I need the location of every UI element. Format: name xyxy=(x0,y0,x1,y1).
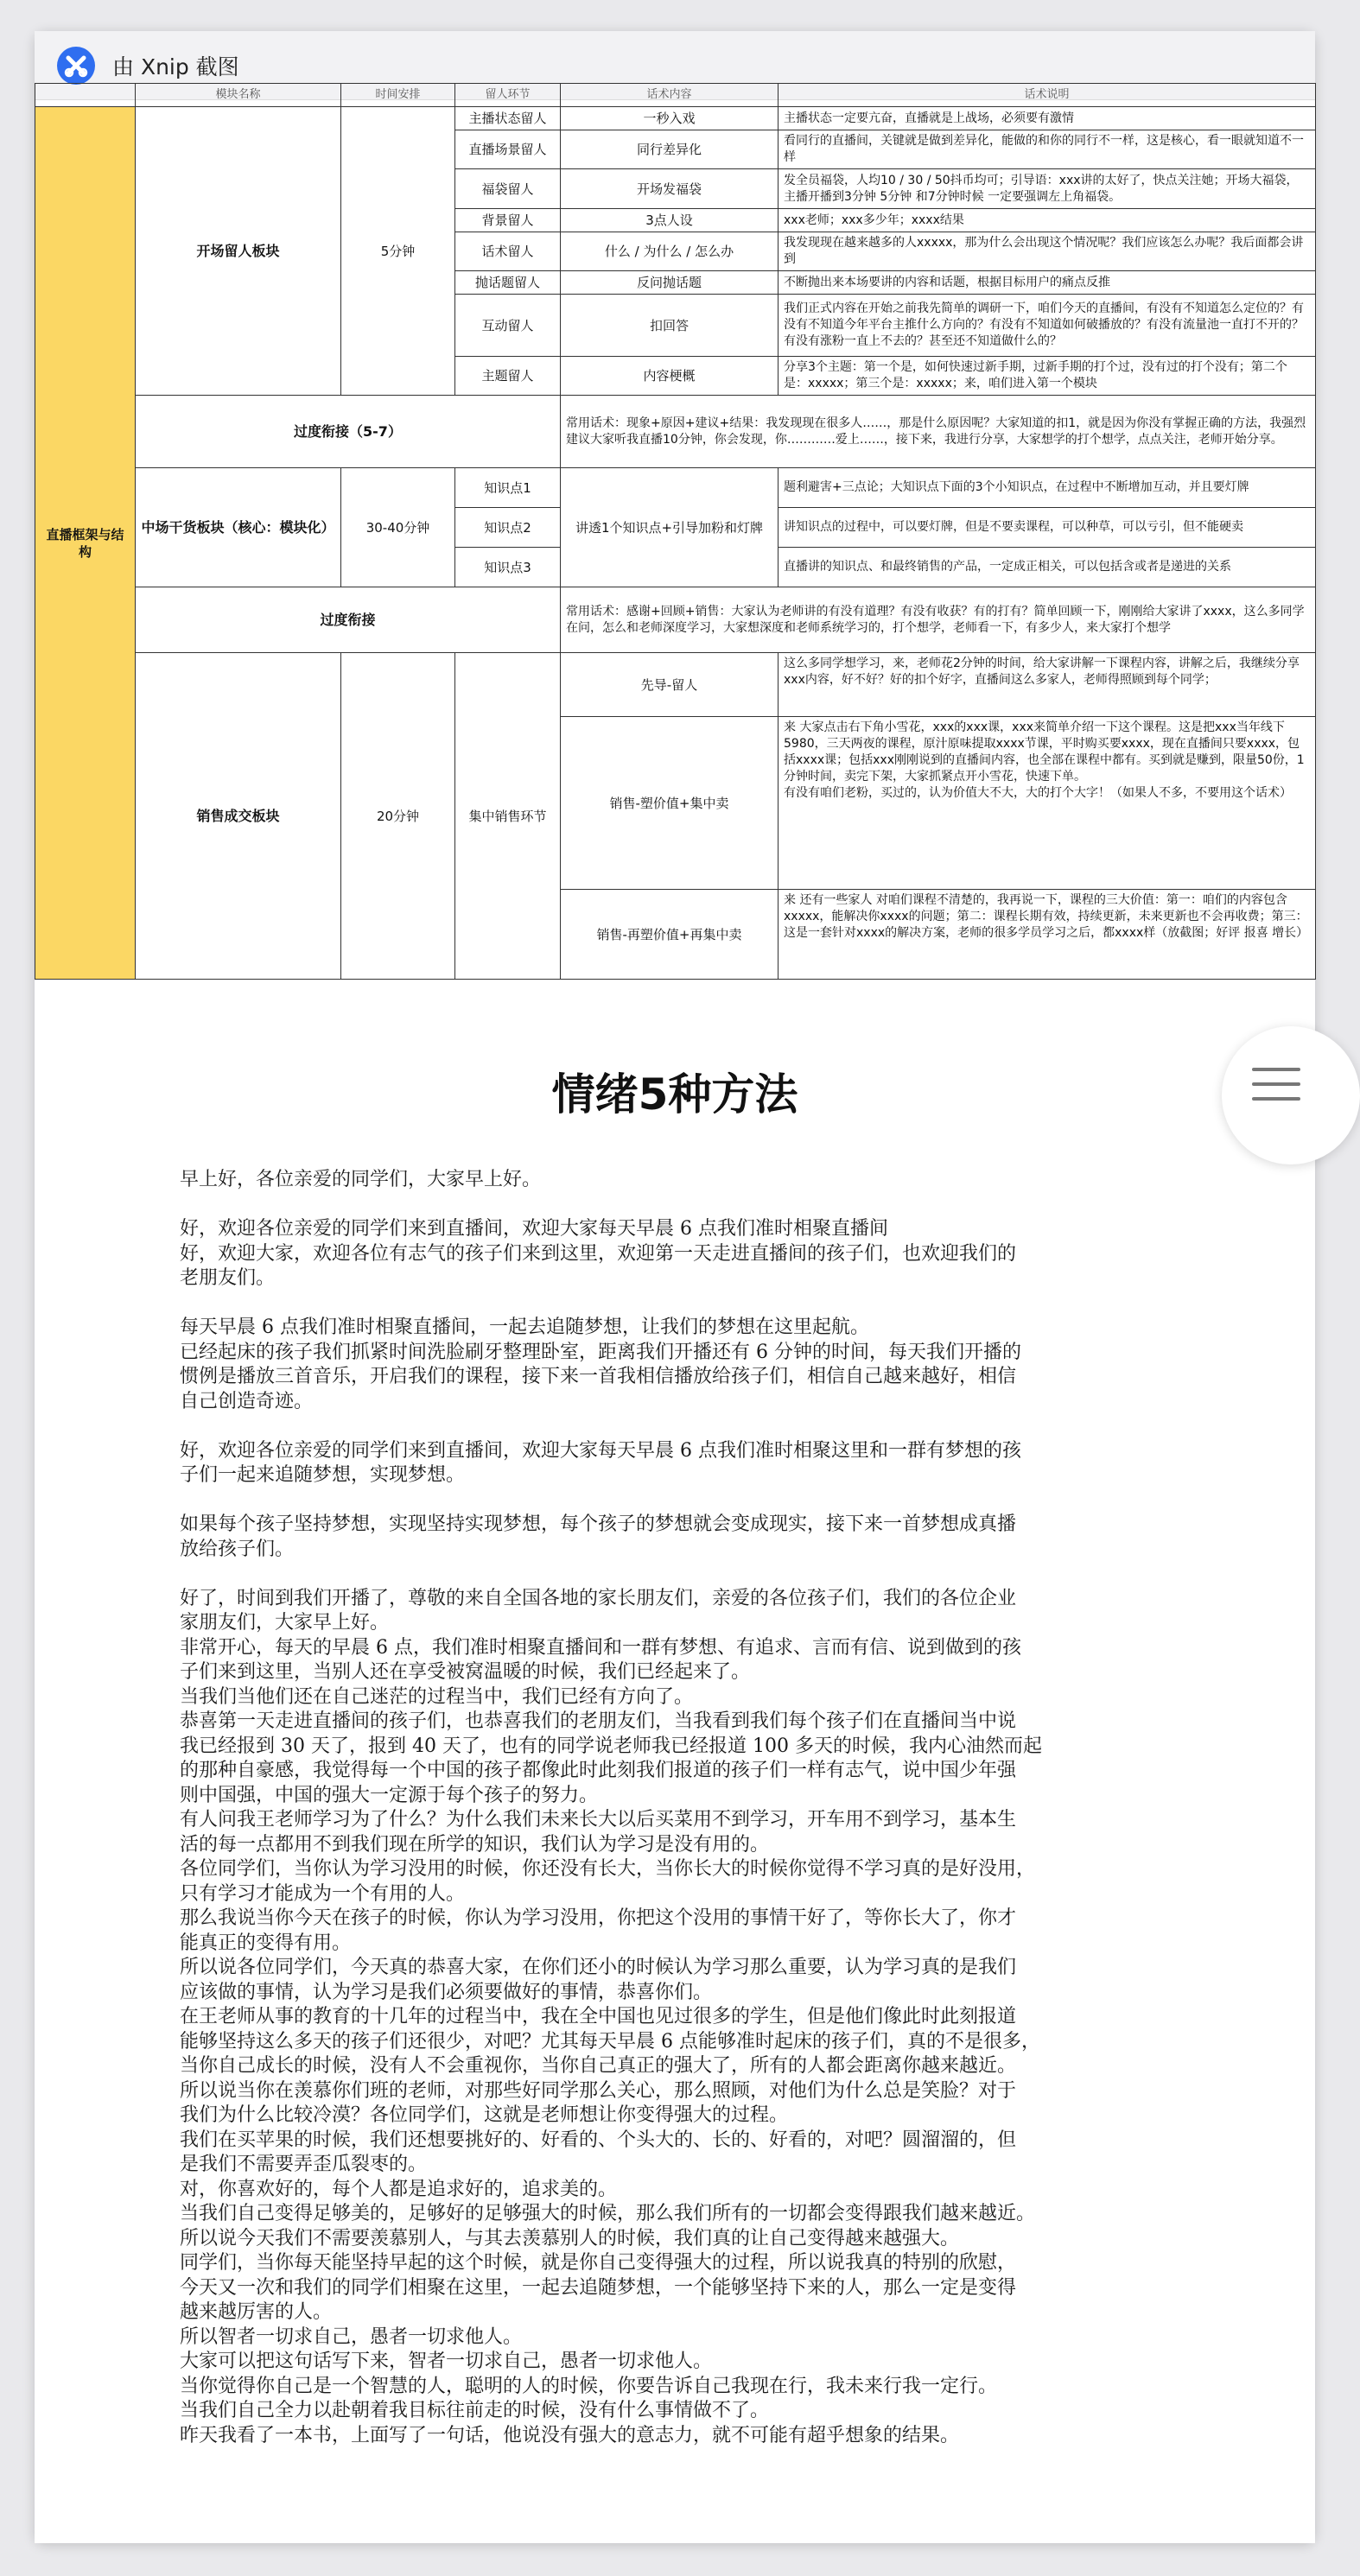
doc-line: 好了，时间到我们开播了，尊敬的来自全国各地的家长朋友们，亲爱的各位孩子们，我们的各位企业 xyxy=(180,1587,1017,1609)
hamburger-icon xyxy=(1252,1068,1300,1112)
doc-line: 非常开心，每天的早晨 6 点，我们准时相聚直播间和一群有梦想、有追求、言而有信、说到做到的孩 xyxy=(180,1636,1021,1659)
doc-line: 越来越厉害的人。 xyxy=(180,2301,333,2323)
step-cell: 知识点1 xyxy=(455,468,561,508)
desc-cell: xxx老师；xxx多少年；xxxx结果 xyxy=(779,209,1316,232)
transition-cell: 过度衔接 xyxy=(136,587,561,653)
doc-line: 当我们自己全力以赴朝着我目标往前走的时候，没有什么事情做不了。 xyxy=(180,2400,770,2421)
doc-line: 已经起床的孩子我们抓紧时间洗脸刷牙整理卧室，距离我们开播还有 6 分钟的时间，每天我们开播的 xyxy=(180,1341,1021,1363)
transition-cell: 过度衔接（5-7） xyxy=(136,396,561,468)
desc-cell: 讲知识点的过程中，可以要灯牌，但是不要卖课程，可以种草，可以亏引，但不能硬卖 xyxy=(779,508,1316,548)
step-cell: 销售-再塑价值+再集中卖 xyxy=(561,890,779,980)
doc-line: 所以说当你在羡慕你们班的老师，对那些好同学那么关心，那么照顾，对他们为什么总是笑脸？对于 xyxy=(180,2079,1017,2102)
doc-line: 同学们，当你每天能坚持早起的这个时候，就是你自己变得强大的过程，所以说我真的特别的欣慰， xyxy=(180,2252,1017,2274)
module-time-cell: 5分钟 xyxy=(341,107,455,396)
doc-line: 放给孩子们。 xyxy=(180,1538,295,1560)
xnip-app-icon xyxy=(57,47,95,85)
step-cell: 销售-塑价值+集中卖 xyxy=(561,717,779,890)
desc-cell: 看同行的直播间，关键就是做到差异化，能做的和你的同行不一样，这是核心，看一眼就知道不一样 xyxy=(779,130,1316,169)
step-cell: 主题留人 xyxy=(455,357,561,396)
doc-line: 所以说各位同学们，今天真的恭喜大家，在你们还小的时候认为学习那么重要，认为学习真的是我们 xyxy=(180,1957,1017,1978)
doc-line: 子们来到这里，当别人还在享受被窝温暖的时候，我们已经起来了。 xyxy=(180,1661,751,1683)
doc-line: 的那种自豪感，我觉得每一个中国的孩子都像此时此刻我们报道的孩子们一样有志气，说中国少年强 xyxy=(180,1760,1017,1781)
doc-line: 好，欢迎各位亲爱的同学们来到直播间，欢迎大家每天早晨 6 点我们准时相聚这里和一群有梦想的孩 xyxy=(180,1439,1021,1462)
doc-line: 大家可以把这句话写下来，智者一切求自己，愚者一切求他人。 xyxy=(180,2351,713,2372)
header-cell: 时间安排 xyxy=(341,84,455,107)
module-name-cell: 开场留人板块 xyxy=(136,107,341,396)
table-row xyxy=(35,107,1316,130)
desc-cell: 来 还有一些家人 对咱们课程不清楚的，我再说一下，课程的三大价值：第一：咱们的内容包含xxxxx，能解决你xxxx的问题；第二：课程长期有效，持续更新，未来更新也不会再收费；第三：这是一套针对xxxx的解决方案，老师的很多学员学习之后，都xxxx样（放截图；好评 报喜 增长） xyxy=(779,890,1316,980)
step-cell: 知识点2 xyxy=(455,508,561,548)
header-cell: 话术说明 xyxy=(779,84,1316,107)
script-cell: 反问抛话题 xyxy=(561,271,779,295)
table-screenshot xyxy=(35,88,1315,1021)
script-cell: 什么 / 为什么 / 怎么办 xyxy=(561,232,779,271)
doc-line: 家朋友们，大家早上好。 xyxy=(180,1612,390,1634)
step-cell: 互动留人 xyxy=(455,295,561,357)
desc-cell: 常用话术：现象+原因+建议+结果：我发现现在很多人……，那是什么原因呢？大家知道的扣1，就是因为你没有掌握正确的方法，我强烈建议大家听我直播10分钟，你会发现，你…………爱上……，接下来，我进行分享，大家想学的打个想学，点点关注，老师开始分享。 xyxy=(561,396,1316,468)
doc-line: 对，你喜欢好的，每个人都是追求好的，追求美的。 xyxy=(180,2178,618,2200)
step-cell: 直播场景留人 xyxy=(455,130,561,169)
doc-line: 当你自己成长的时候，没有人不会重视你，当你自己真正的强大了，所有的人都会距离你越来越近。 xyxy=(180,2055,1017,2077)
doc-line: 如果每个孩子坚持梦想，实现坚持实现梦想，每个孩子的梦想就会变成现实，接下来一首梦想成真播 xyxy=(180,1513,1017,1535)
doc-line: 当你觉得你自己是一个智慧的人，聪明的人的时候，你要告诉自己我现在行，我未来行我一定行。 xyxy=(180,2375,998,2397)
doc-line: 当我们自己变得足够美的，足够好的足够强大的时候，那么我们所有的一切都会变得跟我们越来越近。 xyxy=(180,2203,1036,2224)
desc-cell: 这么多同学想学习，来，老师花2分钟的时间，给大家讲解一下课程内容，讲解之后，我继续分享xxx内容，好不好？好的扣个好字，直播间这么多家人，老师得照顾到每个同学； xyxy=(779,653,1316,717)
step-cell: 福袋留人 xyxy=(455,169,561,209)
script-cell: 同行差异化 xyxy=(561,130,779,169)
doc-line: 应该做的事情，认为学习是我们必须要做好的事情，恭喜你们。 xyxy=(180,1981,713,2003)
table-row xyxy=(35,653,1316,717)
doc-line: 我已经报到 30 天了，报到 40 天了，也有的同学说老师我已经报道 100 多天的时候，我内心油然而起 xyxy=(180,1735,1042,1757)
doc-line: 子们一起来追随梦想，实现梦想。 xyxy=(180,1464,466,1486)
doc-line: 今天又一次和我们的同学们相聚在这里，一起去追随梦想，一个能够坚持下来的人，那么一定是变得 xyxy=(180,2276,1017,2299)
live-structure-table xyxy=(35,83,1316,980)
doc-line: 老朋友们。 xyxy=(180,1267,276,1289)
desc-cell: 主播状态一定要亢奋，直播就是上战场，必须要有激情 xyxy=(779,107,1316,130)
script-cell: 开场发福袋 xyxy=(561,169,779,209)
desc-cell: 不断抛出来本场要讲的内容和话题，根据目标用户的痛点反推 xyxy=(779,271,1316,295)
doc-line: 我们在买苹果的时候，我们还想要挑好的、好看的、个头大的、长的、好看的，对吧？圆溜溜的，但 xyxy=(180,2129,1017,2151)
step-cell: 背景留人 xyxy=(455,209,561,232)
script-cell: 一秒入戏 xyxy=(561,107,779,130)
doc-line: 昨天我看了一本书，上面写了一句话，他说没有强大的意志力，就不可能有超乎想象的结果。 xyxy=(180,2424,960,2446)
doc-line: 那么我说当你今天在孩子的时候，你认为学习没用，你把这个没用的事情干好了，等你长大了，你才 xyxy=(180,1907,1017,1929)
side-label-cell: 直播框架与结构 xyxy=(35,107,136,980)
desc-cell: 发全员福袋，人均10 / 30 / 50抖币均可；引导语：xxx讲的太好了，快点关注她；开场大福袋，主播开播到3分钟 5分钟 和7分钟时候 一定要强调左上角福袋。 xyxy=(779,169,1316,209)
step-cell: 先导-留人 xyxy=(561,653,779,717)
app-window xyxy=(35,31,1315,2543)
table-row xyxy=(35,587,1316,653)
doc-title: 情绪5种方法 xyxy=(551,1069,798,1120)
script-cell: 讲透1个知识点+引导加粉和灯牌 xyxy=(561,468,779,587)
desc-cell: 来 大家点击右下角小雪花，xxx的xxx课，xxx来简单介绍一下这个课程。这是把xxx当年线下5980，三天两夜的课程，原汁原味提取xxxx节课，平时购买要xxxx，现在直播间只要xxxx，包括xxxx课；包括xxx刚刚说到的直播间内容，也全部在课程中都有。买到就是赚到，限量50份，1分钟时间，卖完下架，大家抓紧点开小雪花，快速下单。 有没有咱们老粉，买过的，认为价值大不大，大的打个大字！（如果人不多，不要用这个话术） xyxy=(779,717,1316,890)
doc-line: 能够坚持这么多天的孩子们还很少，对吧？尤其每天早晨 6 点能够准时起床的孩子们，真的不是很多， xyxy=(180,2030,1040,2053)
stage-cell: 集中销售环节 xyxy=(455,653,561,980)
doc-line: 早上好，各位亲爱的同学们，大家早上好。 xyxy=(180,1169,542,1190)
doc-line: 我们为什么比较冷漠？各位同学们，这就是老师想让你变得强大的过程。 xyxy=(180,2104,789,2126)
desc-cell: 直播讲的知识点、和最终销售的产品，一定成正相关，可以包括含或者是递进的关系 xyxy=(779,548,1316,587)
doc-line: 好，欢迎各位亲爱的同学们来到直播间，欢迎大家每天早晨 6 点我们准时相聚直播间 xyxy=(180,1218,888,1240)
table-row xyxy=(35,396,1316,468)
doc-line: 则中国强，中国的强大一定源于每个孩子的努力。 xyxy=(180,1784,599,1806)
doc-line: 惯例是播放三首音乐，开启我们的课程，接下来一首我相信播放给孩子们，相信自己越来越好，相信 xyxy=(180,1366,1017,1387)
doc-line: 只有学习才能成为一个有用的人。 xyxy=(180,1882,466,1905)
script-cell: 扣回答 xyxy=(561,295,779,357)
desc-cell: 我们正式内容在开始之前我先简单的调研一下，咱们今天的直播间，有没有不知道怎么定位的？有没有不知道今年平台主推什么方向的？有没有不知道如何破播放的？有没有流量池一直打不开的？有没有涨粉一直上不去的？甚至还不知道做什么的？ xyxy=(779,295,1316,357)
doc-line: 所以说今天我们不需要羡慕别人，与其去羡慕别人的时候，我们真的让自己变得越来越强大。 xyxy=(180,2227,960,2249)
header-cell: 留人环节 xyxy=(455,84,561,107)
script-cell: 内容梗概 xyxy=(561,357,779,396)
doc-line: 所以智者一切求自己，愚者一切求他人。 xyxy=(180,2325,523,2348)
desc-cell: 我发现现在越来越多的人xxxxx，那为什么会出现这个情况呢？我们应该怎么办呢？我后面都会讲到 xyxy=(779,232,1316,271)
module-time-cell: 20分钟 xyxy=(341,653,455,980)
header-cell: 模块名称 xyxy=(136,84,341,107)
doc-body xyxy=(180,1168,1208,2448)
doc-line: 在王老师从事的教育的十几年的过程当中，我在全中国也见过很多的学生，但是他们像此时此刻报道 xyxy=(180,2006,1017,2027)
table-row xyxy=(35,468,1316,508)
doc-line: 好，欢迎大家，欢迎各位有志气的孩子们来到这里，欢迎第一天走进直播间的孩子们，也欢迎我们的 xyxy=(180,1242,1017,1265)
window-title: 由 Xnip 截图 xyxy=(112,54,239,79)
desc-cell: 分享3个主题：第一个是，如何快速过新手期，过新手期的打个过，没有过的打个没有；第二个是：xxxxx；第三个是：xxxxx；来，咱们进入第一个模块 xyxy=(779,357,1316,396)
step-cell: 知识点3 xyxy=(455,548,561,587)
doc-line: 能真正的变得有用。 xyxy=(180,1932,352,1954)
doc-line: 有人问我王老师学习为了什么？为什么我们未来长大以后买菜用不到学习，开车用不到学习，基本生 xyxy=(180,1809,1017,1830)
doc-line: 每天早晨 6 点我们准时相聚直播间，一起去追随梦想，让我们的梦想在这里起航。 xyxy=(180,1317,869,1338)
header-cell: 话术内容 xyxy=(561,84,779,107)
doc-line: 恭喜第一天走进直播间的孩子们，也恭喜我们的老朋友们，当我看到我们每个孩子们在直播间当中说 xyxy=(180,1710,1017,1732)
doc-line: 活的每一点都用不到我们现在所学的知识，我们认为学习是没有用的。 xyxy=(180,1833,770,1856)
doc-line: 自己创造奇迹。 xyxy=(180,1390,314,1412)
doc-line: 当我们当他们还在自己迷茫的过程当中，我们已经有方向了。 xyxy=(180,1685,694,1708)
doc-line: 是我们不需要弄歪瓜裂枣的。 xyxy=(180,2154,428,2175)
table-row xyxy=(35,84,1316,107)
doc-line: 各位同学们，当你认为学习没用的时候，你还没有长大，当你长大的时候你觉得不学习真的是好没用， xyxy=(180,1858,1036,1880)
script-cell: 3点人设 xyxy=(561,209,779,232)
step-cell: 主播状态留人 xyxy=(455,107,561,130)
step-cell: 话术留人 xyxy=(455,232,561,271)
module-name-cell: 中场干货板块（核心：模块化） xyxy=(136,468,341,587)
document-screenshot xyxy=(35,1021,1315,2543)
step-cell: 抛话题留人 xyxy=(455,271,561,295)
desc-cell: 题利避害+三点论；大知识点下面的3个小知识点，在过程中不断增加互动，并且要灯牌 xyxy=(779,468,1316,508)
floating-menu-button[interactable] xyxy=(1222,1026,1360,1164)
header-cell xyxy=(35,84,136,107)
module-name-cell: 销售成交板块 xyxy=(136,653,341,980)
module-time-cell: 30-40分钟 xyxy=(341,468,455,587)
desc-cell: 常用话术：感谢+回顾+销售：大家认为老师讲的有没有道理？有没有收获？有的打有？简单回顾一下，刚刚给大家讲了xxxx，这么多同学在问，怎么和老师深度学习，大家想深度和老师系统学习的，打个想学，老师看一下，有多少人，来大家打个想学 xyxy=(561,587,1316,653)
